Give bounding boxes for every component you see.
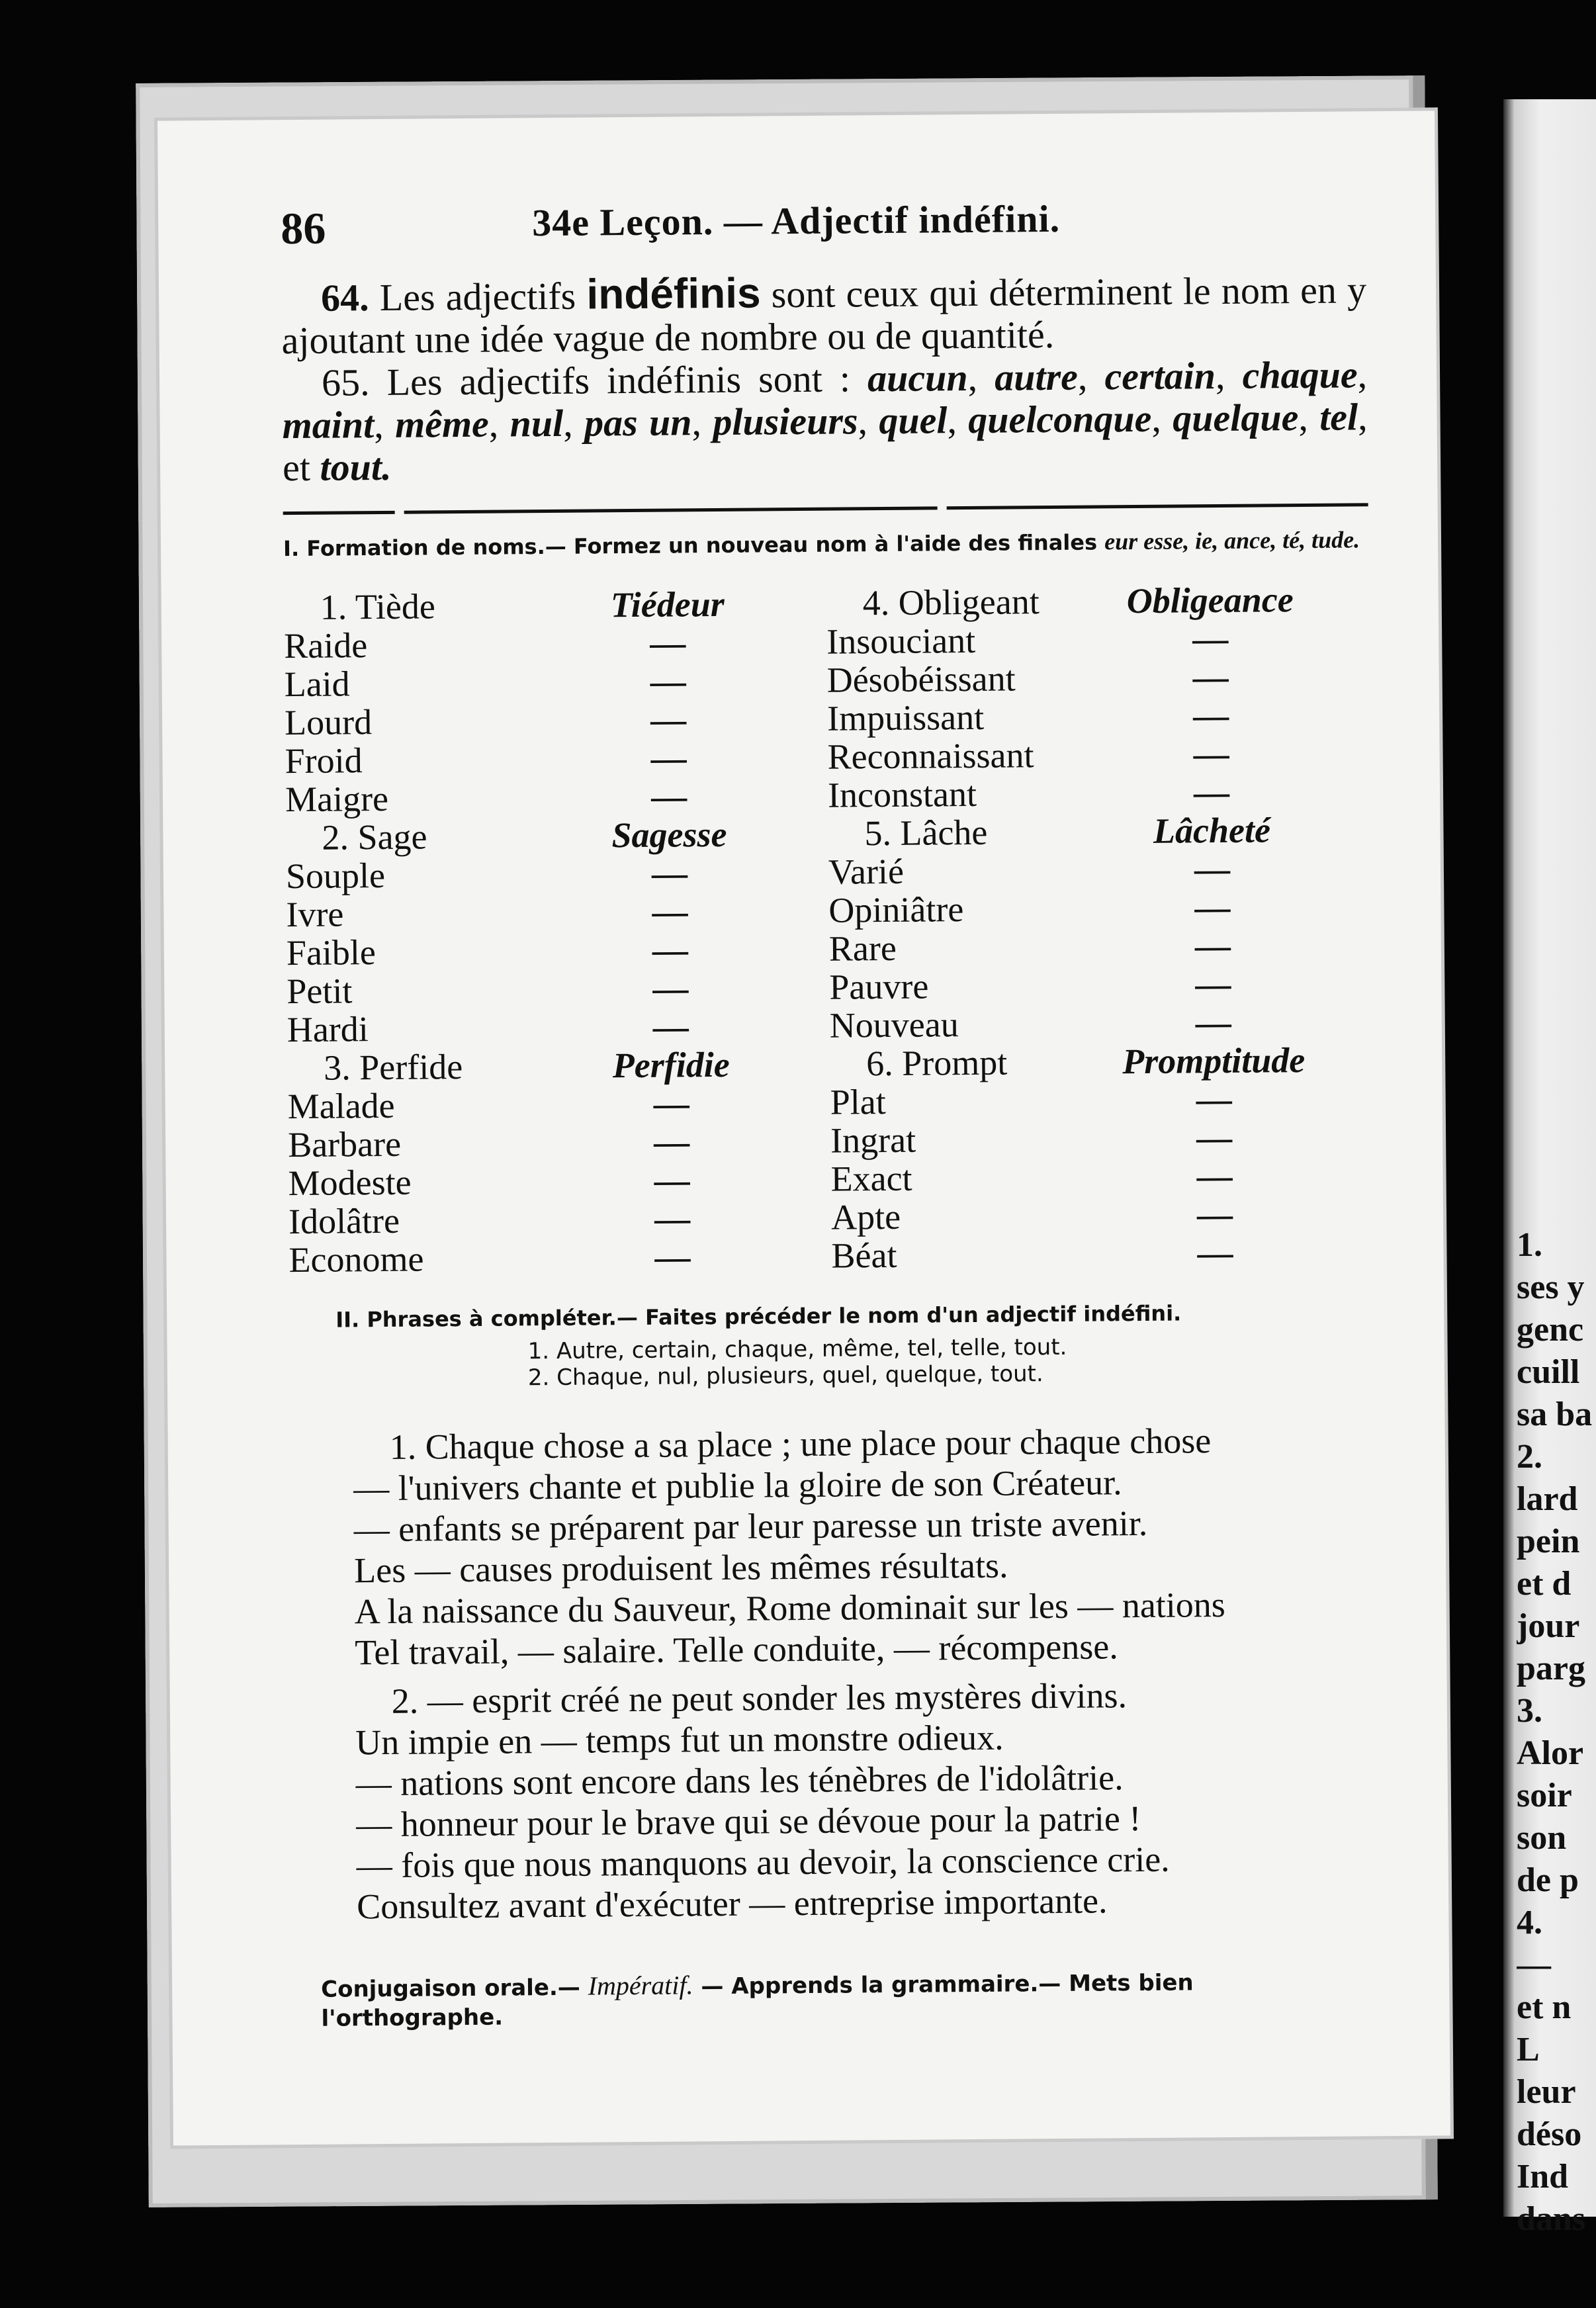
answer-blank-dash: — <box>1196 1117 1233 1158</box>
adjacent-page-fragment: pein <box>1517 1523 1580 1560</box>
sentence-line: 1. Chaque chose a sa place ; une place pour chaque chose <box>389 1421 1212 1467</box>
answer-blank-dash: — <box>652 1006 689 1047</box>
adjective-word: Ivre <box>286 894 344 935</box>
adjective-word: Opiniâtre <box>828 889 964 930</box>
adjacent-page-fragment: et d <box>1517 1565 1572 1603</box>
adjacent-page-fragment: de p <box>1517 1861 1579 1899</box>
indefinite-adjective: quelconque <box>968 396 1152 442</box>
exercise-row <box>287 930 829 972</box>
adjacent-page-fragment: lard <box>1517 1480 1578 1518</box>
rule-text-pre: Les adjectifs <box>379 274 576 319</box>
adjective-word: Varié <box>828 851 905 892</box>
exercise-row <box>287 1045 830 1087</box>
exercise-row <box>828 848 1371 891</box>
indefinite-adjective: certain <box>1104 354 1216 398</box>
exercise-row <box>288 1122 830 1164</box>
adjective-word: Econome <box>288 1239 424 1280</box>
adjective-word: 4. Obligeant <box>862 582 1040 623</box>
exercise-row <box>830 1040 1372 1083</box>
indefinite-adjective: quel <box>879 398 948 443</box>
answer-blank-dash: — <box>1196 1194 1233 1235</box>
answer-blank-dash: — <box>650 738 687 778</box>
adjacent-page-fragment: soir <box>1517 1777 1572 1814</box>
indefinite-adjective: pas un <box>584 400 692 445</box>
conjugation-label: Conjugaison orale.— <box>321 1974 581 2003</box>
exercise-row <box>284 623 826 665</box>
conjugation-text: — Apprends la grammaire.— Mets bien l'orthographe. <box>321 1969 1194 2032</box>
adjacent-page-text <box>1517 1224 1596 2241</box>
exercise-row <box>827 695 1370 737</box>
answer-blank-dash: — <box>1192 618 1229 659</box>
answer-blank-dash: — <box>1196 1155 1233 1196</box>
sentence-line: Un impie en — temps fut un monstre odieux. <box>355 1717 1004 1763</box>
sentence-line: Consultez avant d'exécuter — entreprise importante. <box>356 1881 1108 1927</box>
answer-blank-dash: — <box>650 661 686 701</box>
conjugation-note <box>294 1965 1380 2033</box>
exercise-row <box>288 1160 830 1202</box>
noun-answer: Lâcheté <box>1153 810 1271 851</box>
adjective-word: Barbare <box>287 1124 402 1165</box>
answer-blank-dash: — <box>654 1198 691 1239</box>
adjective-word: Raide <box>284 625 368 666</box>
answer-blank-dash: — <box>1195 1002 1231 1043</box>
exercise-2-heading: II. Phrases à compléter.— Faites précéder le nom d'un adjectif indéfini. <box>335 1300 1182 1333</box>
adjacent-page-fragment: parg <box>1517 1650 1585 1687</box>
exercise-row <box>284 584 826 627</box>
exercise-row <box>287 1006 830 1049</box>
sentence-line: — enfants se préparent par leur paresse un triste avenir. <box>353 1503 1148 1550</box>
exercise-row <box>286 853 828 895</box>
rule-number: 64. <box>320 276 369 320</box>
adjacent-page-fragment: 2. <box>1517 1438 1542 1476</box>
sentence-line: — l'univers chante et publie la gloire de son Créateur. <box>353 1462 1122 1509</box>
exercise-row <box>285 815 828 857</box>
answer-blank-dash: — <box>1193 733 1229 774</box>
exercise-row <box>829 925 1372 967</box>
exercise-row <box>827 733 1370 776</box>
rule-65: 65. Les adjectifs indéfinis sont : aucun, autre, certain, chaque, maint, même, nul, pas un, plusieurs, quel, quelconque, quelque, tel, et tout. <box>282 353 1368 490</box>
adjective-word: Modeste <box>288 1162 412 1204</box>
adjective-word: Lourd <box>284 702 373 743</box>
sentence-line: — honneur pour le brave qui se dévoue pour la patrie ! <box>356 1798 1141 1845</box>
adjacent-page-fragment: et n <box>1517 1988 1572 2026</box>
exercise-row <box>826 618 1369 660</box>
answer-blank-dash: — <box>651 853 688 893</box>
adjective-word: Rare <box>828 928 897 969</box>
answer-blank-dash: — <box>1194 925 1231 966</box>
noun-answer: Promptitude <box>1122 1040 1306 1082</box>
answer-blank-dash: — <box>1193 772 1230 813</box>
exercise-row <box>828 772 1370 814</box>
exercise-row <box>831 1232 1374 1274</box>
sentence-line: Tel travail, — salaire. Telle conduite, — récompense. <box>354 1626 1118 1673</box>
answer-blank-dash: — <box>653 1083 689 1124</box>
exercise-row <box>829 963 1372 1006</box>
adjacent-page-fragment: Alor <box>1517 1734 1584 1772</box>
adjective-word: 2. Sage <box>322 817 427 858</box>
adjective-word: Inconstant <box>827 774 977 815</box>
noun-answer: Tiédeur <box>610 584 725 625</box>
sentence-line: — nations sont encore dans les ténèbres de l'idolâtrie. <box>355 1757 1124 1804</box>
indefinite-adjective: nul <box>510 401 564 445</box>
adjective-word: Froid <box>285 740 363 781</box>
noun-answer: Perfidie <box>612 1044 730 1086</box>
noun-answer: Sagesse <box>611 814 727 856</box>
answer-blank-dash: — <box>653 1122 690 1162</box>
exercise-row <box>284 661 826 703</box>
indefinite-adjective: tout. <box>320 445 392 489</box>
exercise-1-title: I. Formation de noms.— Formez un nouveau nom à l'aide des finales <box>283 529 1098 562</box>
exercise-row <box>830 1117 1373 1159</box>
exercise-row <box>287 1083 830 1126</box>
adjective-word: Hardi <box>287 1009 369 1050</box>
adjective-word: Ingrat <box>830 1120 916 1161</box>
adjective-word: Souple <box>285 855 386 897</box>
exercise-row <box>831 1194 1374 1236</box>
indefinite-adjective: quelque <box>1172 396 1299 440</box>
adjacent-page-fragment: genc <box>1517 1311 1584 1349</box>
adjacent-page-fragment: L <box>1517 2031 1540 2068</box>
hint-line: 2. Chaque, nul, plusieurs, quel, quelque, tout. <box>527 1360 1043 1392</box>
exercise-row <box>285 738 827 780</box>
exercise-1-table <box>284 580 1374 1279</box>
adjacent-page <box>1503 99 1596 2238</box>
exercise-row <box>830 1002 1372 1044</box>
indefinite-adjective: chaque <box>1242 353 1358 397</box>
exercise-1-left-column <box>284 584 832 1279</box>
adjacent-page-fragment: 4. <box>1517 1904 1542 1941</box>
answer-blank-dash: — <box>1194 887 1231 928</box>
adjective-word: 1. Tiède <box>320 586 436 627</box>
running-title: 34e Leçon. — Adjectif indéfini. <box>531 197 1061 245</box>
indefinite-adjective: même <box>394 402 490 446</box>
exercise-row <box>830 1155 1373 1198</box>
exercise-row <box>285 776 828 819</box>
sentence-line: 2. — esprit créé ne peut sonder les mystères divins. <box>391 1675 1128 1721</box>
indefinite-adjective: autre <box>994 355 1079 399</box>
adjective-word: Maigre <box>285 778 389 820</box>
noun-answer: Obligeance <box>1126 580 1294 621</box>
adjective-word: Laid <box>284 664 350 705</box>
exercise-row <box>830 1079 1372 1121</box>
adjective-word: 3. Perfide <box>324 1047 463 1088</box>
exercise-row <box>288 1198 831 1241</box>
page-header <box>281 194 1366 275</box>
adjective-word: Impuissant <box>826 697 985 738</box>
exercise-1-heading <box>283 526 1368 562</box>
exercise-2-hints <box>289 1331 1375 1393</box>
book-page <box>157 111 1450 2145</box>
rule-term: indéfinis <box>586 269 761 318</box>
sentence-line: Les — causes produisent les mêmes résultats. <box>353 1545 1008 1591</box>
adjacent-page-fragment: dans <box>1517 2200 1586 2238</box>
exercise-row <box>288 1237 831 1279</box>
adjective-word: Apte <box>830 1196 901 1237</box>
adjacent-page-fragment: leur <box>1517 2073 1576 2111</box>
adjective-word: 6. Prompt <box>865 1042 1008 1084</box>
rule-65-lead: 65. Les adjectifs indéfinis sont : <box>321 357 851 404</box>
adjacent-page-fragment: sa ba <box>1517 1396 1593 1433</box>
adjective-word: Plat <box>830 1082 886 1122</box>
adjective-word: Exact <box>830 1158 912 1199</box>
indefinite-adjective: tel <box>1319 395 1358 439</box>
answer-blank-dash: — <box>654 1237 691 1277</box>
adjacent-page-fragment: cuill <box>1517 1353 1580 1391</box>
answer-blank-dash: — <box>652 891 688 932</box>
answer-blank-dash: — <box>652 930 689 970</box>
indefinite-adjective: aucun <box>867 356 968 400</box>
answer-blank-dash: — <box>1192 695 1229 736</box>
answer-blank-dash: — <box>1195 963 1231 1004</box>
adjective-word: Pauvre <box>829 966 929 1007</box>
adjective-word: Reconnaissant <box>827 735 1034 777</box>
adjective-word: Petit <box>287 971 353 1012</box>
exercise-row <box>826 656 1369 699</box>
hint-line: 1. Autre, certain, chaque, même, tel, telle, tout. <box>527 1333 1067 1365</box>
adjective-word: Insouciant <box>826 620 976 662</box>
adjective-word: Malade <box>287 1085 395 1127</box>
exercise-1-right-column <box>826 580 1374 1274</box>
exercise-row <box>828 810 1370 852</box>
sentence-line: — fois que nous manquons au devoir, la conscience crie. <box>356 1839 1170 1886</box>
adjacent-page-fragment: ses y <box>1517 1268 1585 1306</box>
adjacent-page-fragment: — <box>1517 1946 1551 1984</box>
exercise-row <box>287 968 829 1010</box>
adjacent-page-fragment: déso <box>1517 2115 1582 2153</box>
answer-blank-dash: — <box>650 699 687 740</box>
sentence-line: A la naissance du Sauveur, Rome dominait sur les — nations <box>354 1585 1226 1632</box>
section-divider <box>283 503 1368 515</box>
adjective-word: Désobéissant <box>826 658 1016 700</box>
conjugation-mode: Impératif. <box>588 1970 693 2001</box>
adjacent-page-fragment: Ind <box>1517 2158 1569 2196</box>
page-number: 86 <box>280 202 326 254</box>
answer-blank-dash: — <box>654 1160 690 1200</box>
adjacent-page-fragment: 1. <box>1517 1226 1542 1264</box>
answer-blank-dash: — <box>1192 656 1229 697</box>
adjacent-page-fragment: jour <box>1517 1607 1580 1645</box>
adjective-word: Idolâtre <box>288 1200 400 1242</box>
exercise-1-endings: eur esse, ie, ance, té, tude. <box>1104 526 1360 555</box>
rule-64 <box>281 267 1367 362</box>
indefinite-adjective: maint <box>282 403 375 447</box>
adjective-word: 5. Lâche <box>864 812 988 854</box>
answer-blank-dash: — <box>652 968 689 1008</box>
adjective-word: Béat <box>831 1235 897 1276</box>
exercise-row <box>828 887 1371 929</box>
exercise-row <box>286 891 828 934</box>
rule-text-post: sont ceux qui déterminent le nom en y ajoutant une idée vague de nombre ou de quantité. <box>281 268 1367 363</box>
answer-blank-dash: — <box>1197 1232 1233 1273</box>
answer-blank-dash: — <box>650 776 687 817</box>
adjacent-page-fragment: 3. <box>1517 1692 1542 1730</box>
answer-blank-dash: — <box>649 623 686 663</box>
exercise-row <box>285 699 827 742</box>
page-content <box>281 194 1380 2033</box>
answer-blank-dash: — <box>1194 848 1231 889</box>
adjective-word: Nouveau <box>829 1004 959 1045</box>
exercise-row <box>826 580 1369 622</box>
exercise-2-sentences <box>290 1419 1380 1928</box>
adjacent-page-fragment: son <box>1517 1819 1567 1857</box>
indefinite-adjective: plusieurs <box>713 399 858 444</box>
adjective-word: Faible <box>286 932 377 973</box>
answer-blank-dash: — <box>1196 1079 1232 1120</box>
